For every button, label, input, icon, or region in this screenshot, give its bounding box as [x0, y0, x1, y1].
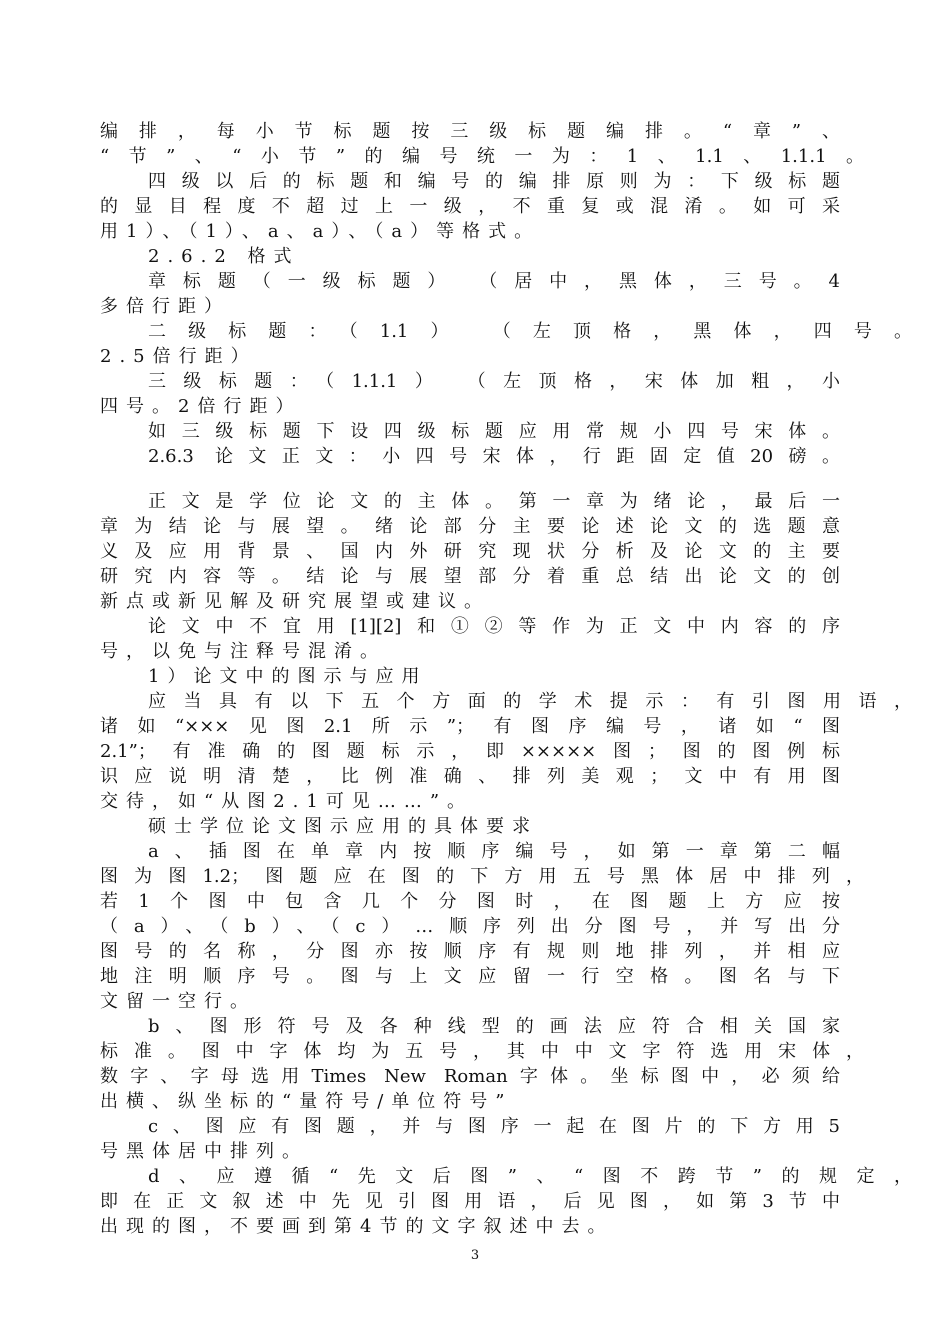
text-line: 正文是学位论文的主体。第一章为绪论，最后一	[148, 491, 840, 512]
text-line: 即在正文叙述中先见引图用语，后见图，如第3节中	[100, 1191, 840, 1212]
section-heading: 2.6.2 格式	[148, 246, 300, 267]
text-line: 若1个图中包含几个分图时，在图题上方应按	[100, 891, 840, 912]
text-line: 新点或新见解及研究展望或建议。	[100, 591, 490, 612]
text-line: 论文中不宜用[1][2]和①②等作为正文中内容的序	[148, 616, 840, 637]
subsection-heading: 硕士学位论文图示应用的具体要求	[148, 816, 538, 837]
text-line: “节”、“小节”的编号统一为：1、1.1、1.1.1。	[100, 146, 864, 167]
text-line: 二级标题：（1.1） （左顶格，黑体，四号。	[148, 321, 912, 342]
text-line: 识应说明清楚，比例准确、排列美观；文中有用图	[100, 766, 840, 787]
text-line: c、图应有图题，并与图序一起在图片的下方用5	[148, 1116, 840, 1137]
text-line: 标准。图中字体均为五号，其中中文字符选用宋体，	[100, 1041, 864, 1062]
text-line: 应当具有以下五个方面的学术提示：有引图用语，	[148, 691, 912, 712]
text-line: a、插图在单章内按顺序编号，如第一章第二幅	[148, 841, 840, 862]
text-line: （a）、（b）、（c）…顺序列出分图号，并写出分	[100, 916, 840, 937]
text-line: 义及应用背景、国内外研究现状分析及论文的主要	[100, 541, 840, 562]
text-line: 出现的图，不要画到第4节的文字叙述中去。	[100, 1216, 614, 1237]
text-line: 号，以免与注释号混淆。	[100, 641, 386, 662]
text-line: 研究内容等。结论与展望部分着重总结出论文的创	[100, 566, 840, 587]
text-line: 2.5倍行距）	[100, 346, 257, 367]
text-line: 编排，每小节标题按三级标题编排。“章”、	[100, 121, 840, 142]
text-line: 号黑体居中排列。	[100, 1141, 308, 1162]
text-line: 图为图1.2；图题应在图的下方用五号黑体居中排列，	[100, 866, 864, 887]
text-line: 多倍行距）	[100, 296, 230, 317]
text-line: b、图形符号及各种线型的画法应符合相关国家	[148, 1016, 840, 1037]
text-line: 章标题（一级标题） （居中，黑体，三号。4	[148, 271, 840, 292]
subsection-heading: 1）论文中的图示与应用	[148, 666, 428, 687]
text-line: 四号。2倍行距）	[100, 396, 302, 417]
text-line: 三级标题：（1.1.1） （左顶格，宋体加粗，小	[148, 371, 840, 392]
text-line: 2.1”；有准确的图题标示，即×××××图；图的图例标	[100, 741, 840, 762]
text-line: 诸如“×××见图2.1所示”；有图序编号，诸如“图	[100, 716, 840, 737]
page-number: 3	[470, 1248, 480, 1263]
text-line: 地注明顺序号。图与上文应留一行空格。图名与下	[100, 966, 840, 987]
section-heading: 2.6.3 论文正文：小四号宋体，行距固定值20磅。	[148, 446, 840, 467]
text-line: 章为结论与展望。绪论部分主要论述论文的选题意	[100, 516, 840, 537]
text-line: 如三级标题下设四级标题应用常规小四号宋体。	[148, 421, 840, 442]
text-line: d、应遵循“先文后图”、“图不跨节”的规定，	[148, 1166, 912, 1187]
text-line: 的显目程度不超过上一级，不重复或混淆。如可采	[100, 196, 840, 217]
text-line: 用1）、（1）、a、a）、（a）等格式。	[100, 221, 541, 242]
text-line: 文留一空行。	[100, 991, 256, 1012]
text-line: 数字、字母选用Times New Roman字体。坐标图中，必须给	[100, 1066, 840, 1087]
text-line: 交待，如“从图2.1可见……”。	[100, 791, 474, 812]
text-line: 图号的名称，分图亦按顺序有规则地排列，并相应	[100, 941, 840, 962]
text-line: 四级以后的标题和编号的编排原则为：下级标题	[148, 171, 840, 192]
text-line: 出横、纵坐标的“量符号/单位符号”	[100, 1091, 513, 1112]
